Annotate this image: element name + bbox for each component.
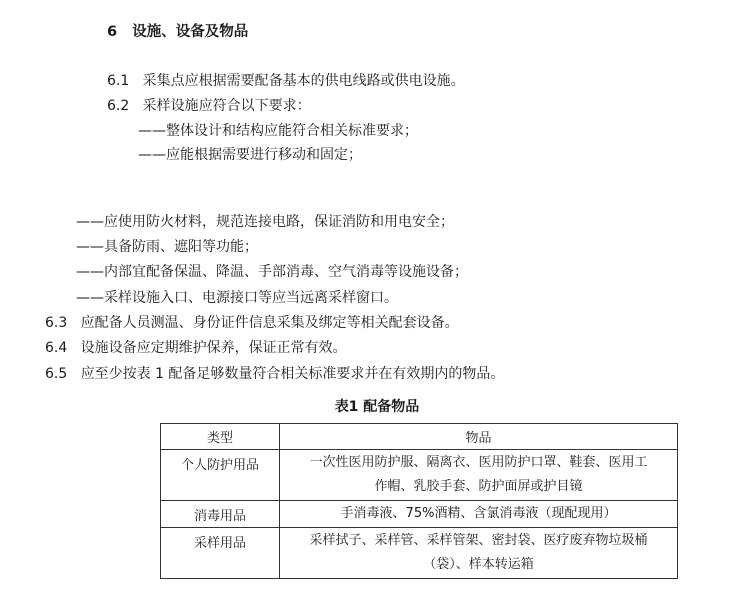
clause-number: 6.3 xyxy=(45,315,68,331)
items-line: 手消毒液、75%酒精、含氯消毒液（现配现用） xyxy=(340,506,617,521)
items-line: 作帽、乳胶手套、防护面屏或护目镜 xyxy=(374,479,583,494)
header-items: 物品 xyxy=(280,424,678,450)
clause-number: 6.2 xyxy=(107,98,130,114)
clause-6-5 xyxy=(45,364,504,384)
clause-6-2 xyxy=(107,96,311,116)
type-cell: 采样用品 xyxy=(161,528,280,579)
header-type: 类型 xyxy=(161,424,280,450)
sub-item: ——具备防雨、遮阳等功能； xyxy=(76,239,258,255)
clause-text: 应至少按表 1 配备足够数量符合相关标准要求并在有效期内的物品。 xyxy=(80,366,505,382)
clause-6-3 xyxy=(45,313,459,333)
items-cell xyxy=(280,528,678,579)
table-row xyxy=(161,450,678,501)
table-row xyxy=(161,501,678,528)
table-caption-text: 表1 配备物品 xyxy=(334,399,420,415)
clause-6-1 xyxy=(107,71,465,91)
sub-item: ——采样设施入口、电源接口等应当远离采样窗口。 xyxy=(76,290,398,306)
items-line: 采样拭子、采样管、采样管架、密封袋、医疗废弃物垃圾桶 xyxy=(309,533,648,548)
items-line: （袋）、样本转运箱 xyxy=(423,557,534,572)
items-cell xyxy=(280,501,678,528)
table-row xyxy=(161,528,678,579)
clause-6-4 xyxy=(45,338,347,358)
items-cell xyxy=(280,450,678,501)
type-cell: 消毒用品 xyxy=(161,501,280,528)
equipment-table xyxy=(160,423,678,579)
sub-item: ——应使用防火材料，规范连接电路，保证消防和用电安全； xyxy=(76,214,454,230)
clause-text: 采样设施应符合以下要求： xyxy=(142,98,311,114)
clause-text: 采集点应根据需要配备基本的供电线路或供电设施。 xyxy=(142,73,465,89)
clause-text: 应配备人员测温、身份证件信息采集及绑定等相关配套设备。 xyxy=(80,315,459,331)
section-heading xyxy=(107,22,248,42)
type-cell: 个人防护用品 xyxy=(161,450,280,501)
table-caption xyxy=(0,396,750,416)
items-line: 一次性医用防护服、隔离衣、医用防护口罩、鞋套、医用工 xyxy=(309,455,648,470)
table-header-row xyxy=(161,424,678,450)
sub-item: ——应能根据需要进行移动和固定； xyxy=(138,147,362,163)
clause-number: 6.1 xyxy=(107,73,130,89)
sub-item: ——整体设计和结构应能符合相关标准要求； xyxy=(138,123,418,139)
section-number: 6 xyxy=(107,24,118,40)
sub-item: ——内部宜配备保温、降温、手部消毒、空气消毒等设施设备； xyxy=(76,264,468,280)
section-title: 设施、设备及物品 xyxy=(132,24,249,40)
clause-number: 6.4 xyxy=(45,340,68,356)
clause-text: 设施设备应定期维护保养，保证正常有效。 xyxy=(80,340,347,356)
clause-number: 6.5 xyxy=(45,366,68,382)
